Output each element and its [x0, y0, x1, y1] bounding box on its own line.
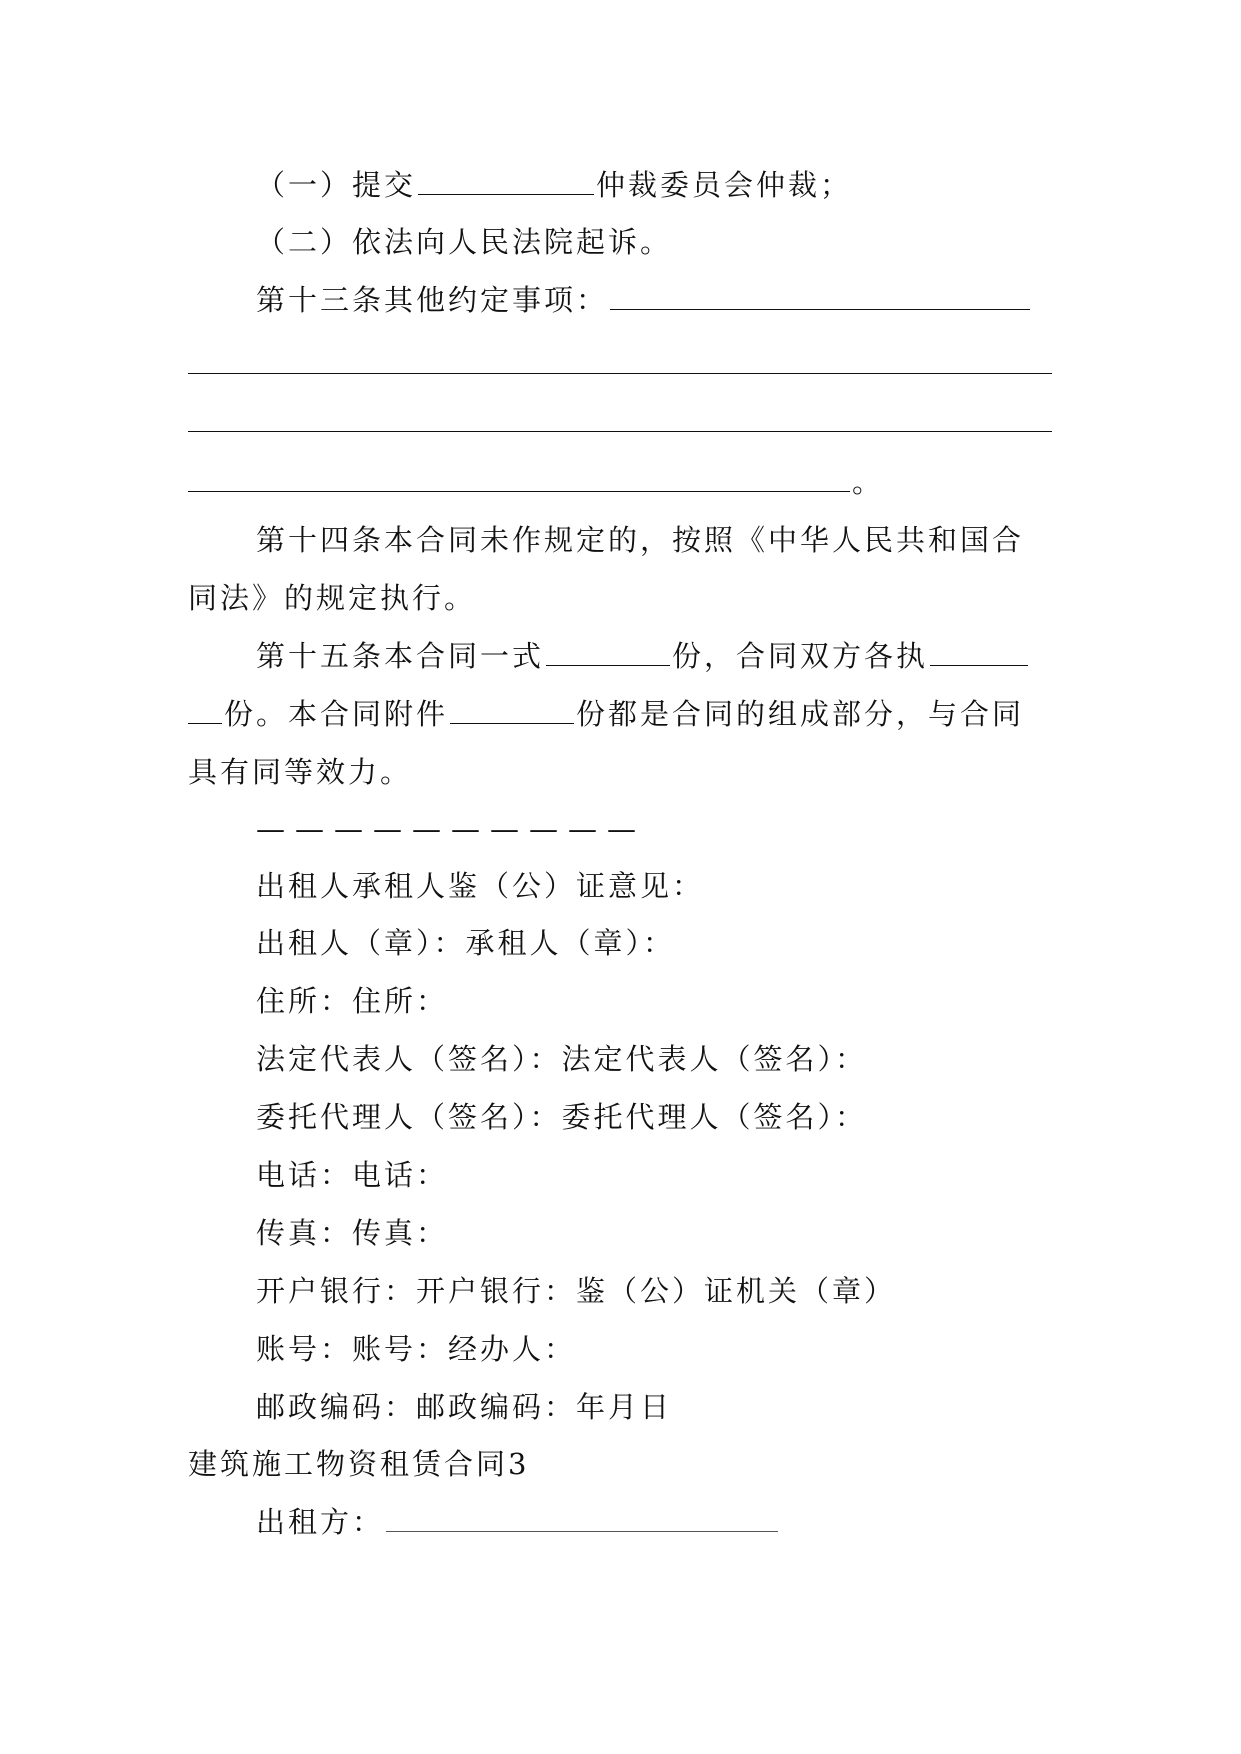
article-13-label: 第十三条其他约定事项：: [256, 283, 609, 317]
signature-seal: 出租人（章）：承租人（章）：: [256, 926, 676, 960]
signature-fax: 传真：传真：: [256, 1216, 449, 1250]
article-15-annex-suffix: 份都是合同的组成部分，与合同: [576, 697, 1025, 731]
signature-bank: 开户银行：开户银行：鉴（公）证机关（章）: [256, 1274, 897, 1308]
separator: ——————————: [256, 812, 646, 846]
lessor-line: [256, 1502, 1124, 1542]
blank-other-matters: [610, 287, 1030, 310]
article-15-each-label: 份，合同双方各执: [672, 639, 929, 673]
blank-line-3: [188, 469, 850, 492]
signature-legal-rep: 法定代表人（签名）：法定代表人（签名）：: [256, 1042, 868, 1076]
blank-line-1: [188, 373, 1052, 374]
signature-postcode: 邮政编码：邮政编码：年月日: [256, 1390, 673, 1424]
article-15-line-1: [256, 636, 1124, 676]
blank-line-2: [188, 431, 1052, 432]
blank-lessor-name: [386, 1509, 778, 1532]
signature-phone: 电话：电话：: [256, 1158, 449, 1192]
signature-header: 出租人承租人鉴（公）证意见：: [256, 869, 705, 903]
blank-copies-total: [546, 643, 670, 666]
article-14-line-1: 第十四条本合同未作规定的，按照《中华人民共和国合: [256, 523, 1025, 557]
article-14-line-2: 同法》的规定执行。: [188, 581, 477, 615]
signature-agent: 委托代理人（签名）：委托代理人（签名）：: [256, 1100, 868, 1134]
blank-annex-copies: [450, 701, 574, 724]
blank-arbitration-committee: [418, 172, 594, 195]
signature-address: 住所：住所：: [256, 984, 449, 1018]
article-15-copies-label: 第十五条本合同一式: [256, 639, 545, 673]
lessor-label: 出租方：: [256, 1505, 385, 1539]
arbitration-option-1-prefix: （一）提交: [256, 168, 417, 202]
arbitration-option-1-suffix: 仲裁委员会仲裁；: [596, 168, 853, 202]
blank-copies-each-cont: [188, 701, 222, 724]
article-13: [256, 280, 1124, 320]
blank-copies-each: [930, 643, 1028, 666]
article-13-last-line: [188, 462, 1056, 502]
article-15-line-3: 具有同等效力。: [188, 755, 413, 789]
article-13-end: 。: [852, 465, 885, 499]
article-15-annex-label: 份。本合同附件: [224, 697, 449, 731]
signature-account: 账号：账号：经办人：: [256, 1332, 577, 1366]
next-document-title: 建筑施工物资租赁合同3: [188, 1447, 530, 1481]
arbitration-option-2: （二）依法向人民法院起诉。: [256, 225, 673, 259]
arbitration-option-1: [256, 165, 1124, 205]
article-15-line-2: [188, 694, 1056, 734]
